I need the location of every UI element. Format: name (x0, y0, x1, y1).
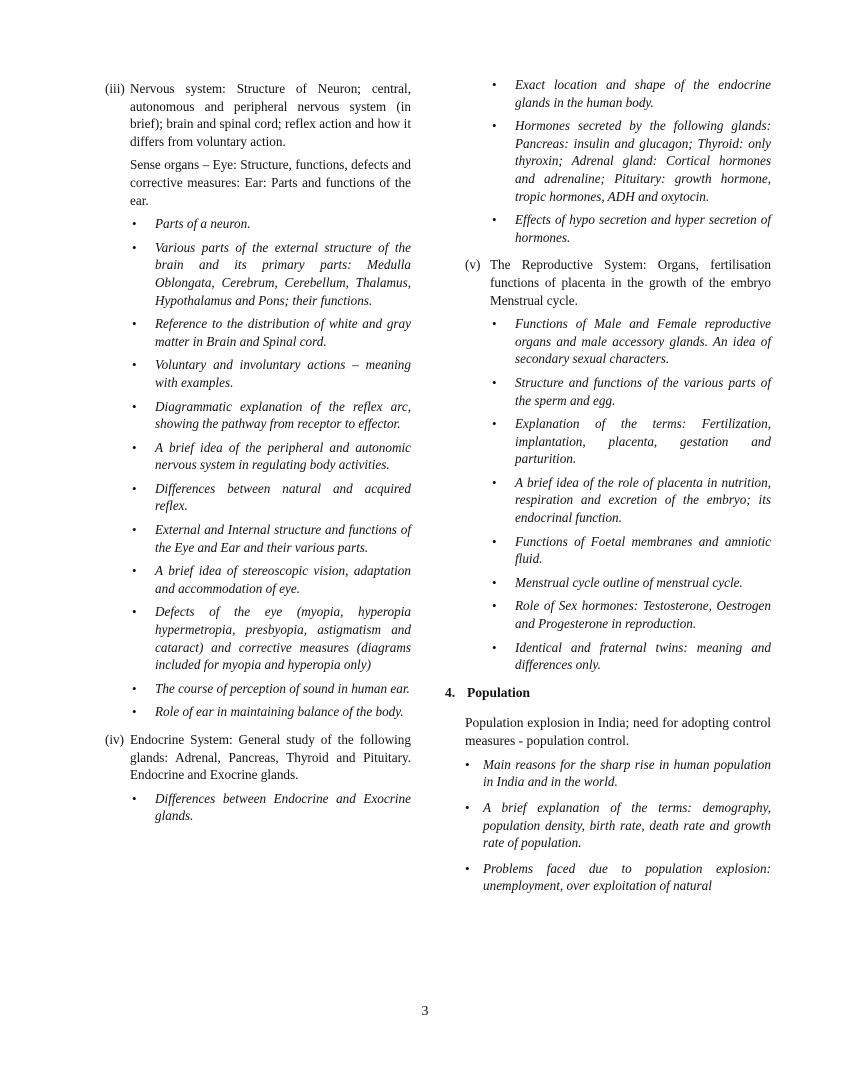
list-item-text: Differences between Endocrine and Exocrine glands. (155, 790, 411, 824)
bullet-icon: • (492, 598, 497, 614)
list-item-text: Various parts of the external structure of the brain and its primary parts: Medulla Oblongata, Cerebrum, Cerebellum, Thalamus, Hypothalamus and Pons; their functions. (155, 239, 411, 308)
section-v-label: (v) (465, 257, 481, 273)
list-item-text: A brief idea of stereoscopic vision, adaptation and accommodation of eye. (155, 563, 411, 596)
bullet-icon: • (465, 860, 470, 876)
list-item (130, 680, 411, 698)
endocrine-continued-list (490, 76, 771, 246)
list-item-text: Differences between natural and acquired reflex. (155, 480, 411, 514)
list-item (130, 790, 411, 825)
list-item (130, 703, 411, 721)
sense-organs-text: Sense organs – Eye: Structure, functions, defects and corrective measures: Ear: Parts and functions of the ear. (130, 157, 411, 208)
list-item-text: Functions of Male and Female reproductive organs and male accessory glands. An idea of secondary sexual characters. (515, 316, 771, 367)
section-v (465, 256, 771, 673)
bullet-icon: • (492, 574, 497, 590)
population-list (465, 756, 771, 895)
nervous-system-list (130, 215, 411, 721)
list-item-text: Functions of Foetal membranes and amniotic fluid. (515, 533, 771, 567)
bullet-icon: • (492, 474, 497, 490)
list-item-text: Exact location and shape of the endocrine glands in the human body. (515, 77, 771, 110)
list-item-text: The course of perception of sound in human ear. (155, 680, 410, 696)
list-item (130, 356, 411, 391)
section-heading-population (445, 684, 771, 702)
list-item (490, 76, 771, 111)
left-column (105, 80, 411, 835)
list-item (490, 415, 771, 468)
section-v-text: The Reproductive System: Organs, fertilisation functions of placenta in the growth of the embryo Menstrual cycle. (490, 257, 771, 308)
list-item (130, 521, 411, 556)
list-item-text: External and Internal structure and functions of the Eye and Ear and their various parts. (155, 522, 411, 555)
bullet-icon: • (492, 374, 497, 390)
list-item (130, 215, 411, 233)
bullet-icon: • (492, 533, 497, 549)
bullet-icon: • (465, 800, 470, 815)
list-item-text: Defects of the eye (myopia, hyperopia hypermetropia, presbyopia, astigmatism and cataract) and corrective measures (diagrams included for myopia and hyperopia only) (155, 604, 411, 673)
endocrine-continued (465, 76, 771, 246)
list-item-text: Identical and fraternal twins: meaning and differences only. (515, 639, 771, 673)
list-item (130, 603, 411, 673)
list-item-text: A brief idea of the peripheral and autonomic nervous system in regulating body activities. (155, 439, 411, 473)
list-item (130, 480, 411, 515)
bullet-icon: • (132, 790, 137, 806)
bullet-icon: • (132, 398, 137, 414)
list-item-text: Explanation of the terms: Fertilization, implantation, placenta, gestation and parturition. (515, 416, 771, 467)
bullet-icon: • (132, 439, 137, 455)
bullet-icon: • (132, 704, 137, 720)
list-item (490, 374, 771, 409)
bullet-icon: • (492, 77, 497, 92)
bullet-icon: • (492, 416, 497, 432)
list-item-text: Problems faced due to population explosion: unemployment, over exploitation of natural (483, 860, 771, 894)
section-iii-label: (iii) (105, 81, 125, 96)
list-item-text: Parts of a neuron. (155, 216, 251, 232)
bullet-icon: • (492, 639, 497, 655)
list-item (490, 315, 771, 368)
list-item (490, 597, 771, 632)
list-item (130, 398, 411, 433)
list-item-text: A brief idea of the role of placenta in nutrition, respiration and excretion of the embryo; its endocrinal function. (515, 474, 771, 526)
bullet-icon: • (492, 212, 497, 228)
list-item-text: Structure and functions of the various parts of the sperm and egg. (515, 374, 771, 408)
section-iv (105, 731, 411, 825)
list-item-text: Effects of hypo secretion and hyper secretion of hormones. (515, 212, 771, 245)
list-item (490, 574, 771, 592)
section-iii-text: Nervous system: Structure of Neuron; central, autonomous and peripheral nervous system (in brief); brain and spinal cord; reflex action and how it differs from voluntary action. (130, 81, 411, 149)
list-item-text: Voluntary and involuntary actions – meaning with examples. (155, 357, 411, 390)
bullet-icon: • (132, 563, 137, 579)
section-title: Population (467, 684, 531, 700)
endocrine-list (130, 790, 411, 825)
list-item (490, 639, 771, 674)
list-item (490, 117, 771, 205)
bullet-icon: • (132, 357, 137, 373)
list-item-text: Hormones secreted by the following glands: Pancreas: insulin and glucagon; Thyroid: only thyroxin; Adrenal gland: Cortical hormones and adrenaline; Pituitary: growth hormone, tropic hormones, ADH and oxytocin. (515, 118, 771, 204)
list-item-text: Reference to the distribution of white and gray matter in Brain and Spinal cord. (155, 316, 411, 349)
bullet-icon: • (132, 316, 137, 332)
bullet-icon: • (492, 316, 497, 332)
page-number: 3 (421, 1004, 429, 1019)
list-item (130, 315, 411, 350)
bullet-icon: • (492, 118, 497, 134)
list-item-text: A brief explanation of the terms: demography, population density, birth rate, death rate and growth rate of population. (483, 800, 771, 851)
bullet-icon: • (132, 239, 137, 255)
section-iv-label: (iv) (105, 732, 125, 747)
bullet-icon: • (465, 756, 470, 772)
bullet-icon: • (132, 480, 137, 496)
list-item (465, 860, 771, 895)
list-item (490, 211, 771, 246)
list-item-text: Main reasons for the sharp rise in human population in India and in the world. (483, 756, 771, 790)
list-item-text: Menstrual cycle outline of menstrual cycle. (515, 574, 743, 590)
bullet-icon: • (132, 680, 137, 696)
list-item (490, 533, 771, 568)
list-item (130, 239, 411, 309)
bullet-icon: • (132, 216, 137, 232)
list-item (465, 756, 771, 791)
reproductive-list (490, 315, 771, 674)
list-item (130, 439, 411, 474)
bullet-icon: • (132, 522, 137, 538)
section-iii (105, 80, 411, 721)
bullet-icon: • (132, 604, 137, 620)
section-iv-text: Endocrine System: General study of the following glands: Adrenal, Pancreas, Thyroid and Pituitary. Endocrine and Exocrine glands. (130, 732, 411, 783)
list-item-text: Role of Sex hormones: Testosterone, Oestrogen and Progesterone in reproduction. (515, 598, 771, 632)
right-column (445, 77, 771, 903)
list-item-text: Diagrammatic explanation of the reflex arc, showing the pathway from receptor to effector. (155, 398, 411, 432)
list-item-text: Role of ear in maintaining balance of the body. (155, 704, 404, 720)
population-intro: Population explosion in India; need for adopting control measures - population control. (465, 714, 771, 748)
list-item (130, 562, 411, 597)
list-item (490, 474, 771, 527)
section-number: 4. (445, 684, 456, 700)
list-item (465, 799, 771, 852)
